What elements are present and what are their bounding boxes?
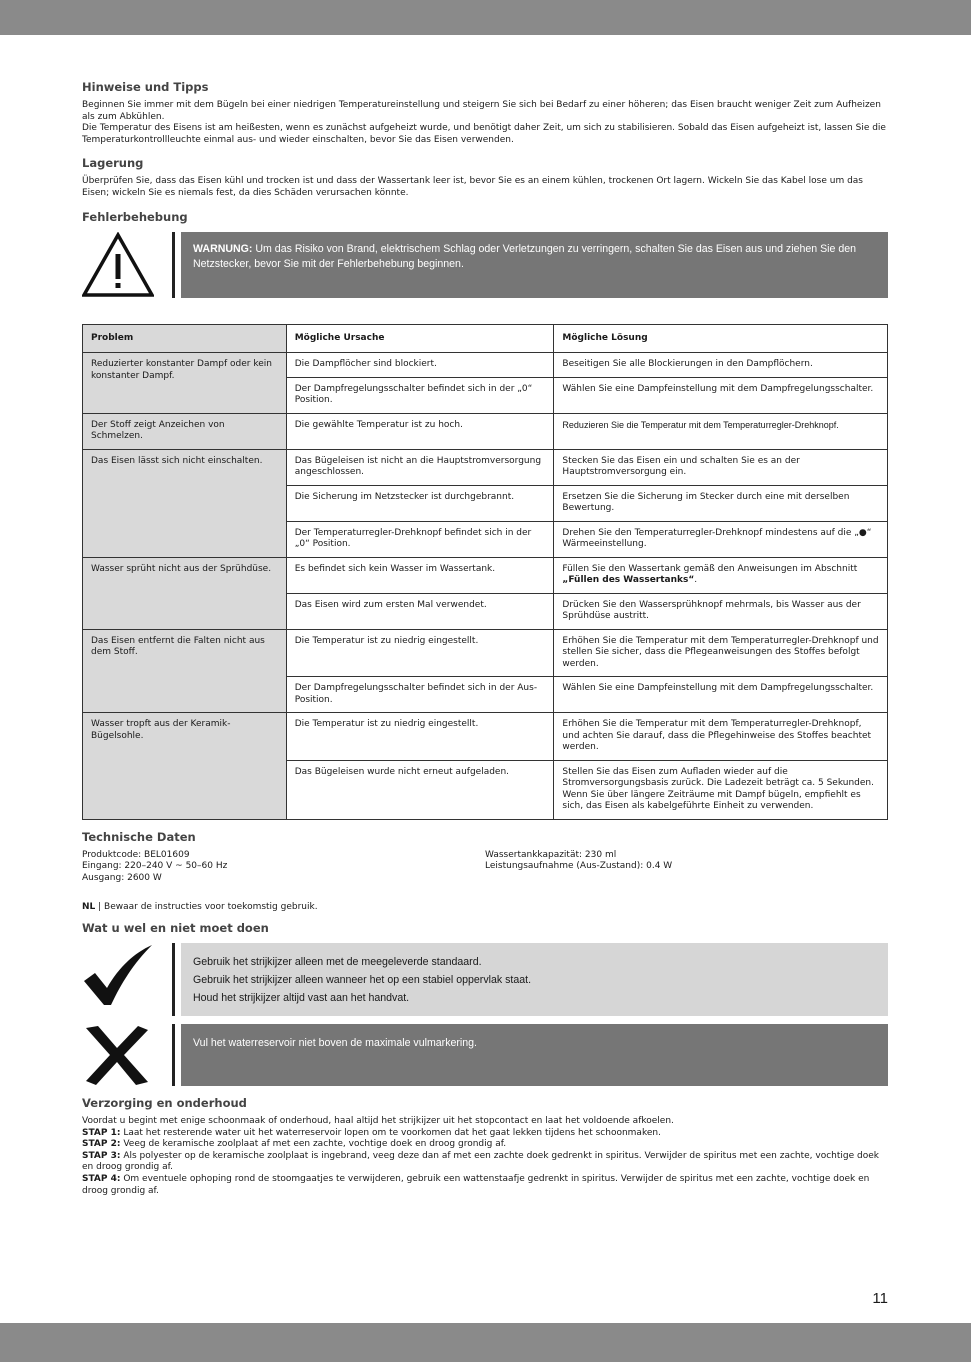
step-text: Laat het resterende water uit het waterreservoir lopen om te voorkomen dat het gaat lekken tijdens het schoonmaken. [120, 1127, 661, 1138]
heading-technische-daten: Technische Daten [82, 829, 196, 844]
donts-divider [172, 1024, 175, 1086]
dos-row [82, 943, 888, 1016]
dont-item: Vul het waterreservoir niet boven de maximale vulmarkering. [193, 1036, 477, 1049]
table-row [83, 629, 888, 677]
nl-intro-text: | Bewaar de instructies voor toekomstig gebruik. [95, 902, 318, 913]
spec-wassertank: Wassertankkapazität: 230 ml [485, 849, 617, 860]
step-label: STAP 1: [82, 1127, 121, 1138]
care-step-3 [82, 1151, 888, 1174]
solution-cell: Erhöhen Sie die Temperatur mit dem Temperaturregler-Drehknopf, und achten Sie darauf, dass die Pflegehinweise des Stoffes beachtet werden. [554, 713, 888, 761]
table-row [83, 413, 888, 449]
step-label: STAP 3: [82, 1150, 121, 1161]
heading-dos-donts: Wat u wel en niet moet doen [82, 920, 269, 935]
care-step-4 [82, 1174, 888, 1197]
spec-eingang: Eingang: 220–240 V ~ 50–60 Hz [82, 861, 228, 872]
table-row [83, 557, 888, 593]
do-item: Gebruik het strijkijzer alleen met de meegeleverde standaard. [193, 955, 482, 968]
section-hinweise [82, 80, 888, 146]
solution-cell: Reduzieren Sie die Temperatur mit dem Temperaturregler-Drehknopf. [554, 413, 888, 449]
solution-cell: Stellen Sie das Eisen zum Aufladen wieder auf die Stromversorgungsbasis zurück. Die Ladezeit beträgt ca. 5 Sekunden. Wenn Sie über längere Zeiträume mit Dampf bügeln, empfiehlt es sich, das Eisen als kabelgeführte Einheit zu verwenden. [554, 760, 888, 819]
cause-cell: Der Dampfregelungsschalter befindet sich in der „0“ Position. [286, 377, 554, 413]
step-label: STAP 2: [82, 1139, 121, 1150]
section-technische-daten [82, 830, 888, 885]
problem-cell: Reduzierter konstanter Dampf oder kein konstanter Dampf. [83, 353, 287, 414]
problem-cell: Das Eisen entfernt die Falten nicht aus dem Stoff. [83, 629, 287, 713]
heading-hinweise: Hinweise und Tipps [82, 80, 209, 94]
spec-leistung: Leistungsaufnahme (Aus-Zustand): 0.4 W [485, 861, 673, 872]
tech-col-left [82, 850, 485, 885]
problem-cell: Der Stoff zeigt Anzeichen von Schmelzen. [83, 413, 287, 449]
cause-cell: Die Dampflöcher sind blockiert. [286, 353, 554, 378]
tech-specs [82, 850, 888, 885]
solution-cell: Wählen Sie eine Dampfeinstellung mit dem Dampfregelungsschalter. [554, 377, 888, 413]
solution-cell: Drücken Sie den Wassersprühknopf mehrmals, bis Wasser aus der Sprühdüse austritt. [554, 593, 888, 629]
header-ursache: Mögliche Ursache [286, 324, 554, 353]
donts-box [181, 1024, 888, 1086]
nl-code: NL [82, 902, 96, 913]
care-intro: Voordat u begint met enige schoonmaak of onderhoud, haal altijd het strijkijzer uit het stopcontact en laat het voldoende afkoelen. [82, 1115, 674, 1126]
warning-triangle-icon [82, 232, 172, 298]
solution-cell: Stecken Sie das Eisen ein und schalten Sie es an der Hauptstromversorgung ein. [554, 449, 888, 485]
warning-text: Um das Risiko von Brand, elektrischem Schlag oder Verletzungen zu verringern, schalten Sie das Eisen aus und ziehen Sie den Netzstecker, bevor Sie mit der Fehlerbehebung beginnen. [193, 242, 857, 270]
table-row [83, 449, 888, 485]
troubleshooting-table [82, 324, 888, 820]
warning-row [82, 232, 888, 298]
heading-lagerung: Lagerung [82, 156, 144, 171]
cause-cell: Das Bügeleisen ist nicht an die Hauptstromversorgung angeschlossen. [286, 449, 554, 485]
step-text: Als polyester op de keramische zoolplaat is ingebrand, veeg deze dan af met een zachte doek gedrenkt in spiritus. Verwijder de spiritus met een zachte, vochtige doek en droog grondig af. [82, 1150, 879, 1173]
cause-cell: Es befindet sich kein Wasser im Wassertank. [286, 557, 554, 593]
problem-cell: Wasser tropft aus der Keramik-Bügelsohle. [83, 713, 287, 820]
solution-cell [554, 557, 888, 593]
problem-cell: Wasser sprüht nicht aus der Sprühdüse. [83, 557, 287, 629]
page-number: 11 [872, 1290, 888, 1307]
heading-verzorging: Verzorging en onderhoud [82, 1095, 247, 1110]
bottom-bar [0, 1323, 971, 1362]
cause-cell: Der Temperaturregler-Drehknopf befindet sich in der „0“ Position. [286, 521, 554, 557]
care-step-1 [82, 1128, 888, 1140]
solution-link-text: „Füllen des Wassertanks“ [562, 575, 695, 586]
dos-divider [172, 943, 175, 1016]
cause-cell: Der Dampfregelungsschalter befindet sich in der Aus-Position. [286, 677, 554, 713]
cause-cell: Die Sicherung im Netzstecker ist durchgebrannt. [286, 485, 554, 521]
spec-produktcode: Produktcode: BEL01609 [82, 849, 190, 860]
solution-text-end: . [694, 575, 698, 586]
table-header-row [83, 324, 888, 353]
donts-row [82, 1024, 888, 1086]
cause-cell: Die Temperatur ist zu niedrig eingestellt. [286, 713, 554, 761]
header-loesung: Mögliche Lösung [554, 324, 888, 353]
section-lagerung [82, 156, 888, 199]
header-problem: Problem [83, 324, 287, 353]
solution-cell: Erhöhen Sie die Temperatur mit dem Temperaturregler-Drehknopf und stellen Sie sicher, dass die Pflegeanweisungen des Stoffes befolgt werden. [554, 629, 888, 677]
solution-cell: Drehen Sie den Temperaturregler-Drehknopf mindestens auf die „●“ Wärmeeinstellung. [554, 521, 888, 557]
lagerung-p1: Überprüfen Sie, dass das Eisen kühl und trocken ist und dass der Wassertank leer ist, bevor Sie es an einem kühlen, trockenen Ort lagern. Wickeln Sie das Kabel lose um das Eisen; wickeln Sie es niemals fest, da dies Schäden verursachen könnte. [82, 176, 863, 198]
do-item: Houd het strijkijzer altijd vast aan het handvat. [193, 991, 410, 1004]
cause-cell: Das Bügeleisen wurde nicht erneut aufgeladen. [286, 760, 554, 819]
cause-cell: Das Eisen wird zum ersten Mal verwendet. [286, 593, 554, 629]
table-row [83, 713, 888, 761]
section-nl [82, 902, 888, 1197]
step-label: STAP 4: [82, 1173, 121, 1184]
cause-cell: Die Temperatur ist zu niedrig eingestellt. [286, 629, 554, 677]
care-step-2 [82, 1139, 888, 1151]
page-content [82, 80, 888, 1197]
top-bar [0, 0, 971, 35]
step-text: Veeg de keramische zoolplaat af met een zachte, vochtige doek en droog grondig af. [120, 1139, 507, 1150]
tech-col-right [485, 850, 888, 885]
warning-label: WARNUNG: [193, 242, 253, 255]
hinweise-p2: Die Temperatur des Eisens ist am heißesten, wenn es zunächst aufgeheizt wurde, und benötigt daher Zeit, um sich zu stabilisieren. Sobald das Eisen aufgeheizt ist, lassen Sie die Temperaturkontrollleuchte einmal aus- und wieder einschalten, bevor Sie das Eisen verwenden. [82, 123, 886, 145]
table-row [83, 353, 888, 378]
checkmark-icon [82, 943, 172, 1016]
spec-ausgang: Ausgang: 2600 W [82, 872, 162, 883]
warning-divider [172, 232, 175, 298]
heading-fehlerbehebung: Fehlerbehebung [82, 209, 188, 224]
dos-box [181, 943, 888, 1016]
step-text: Om eventuele ophoping rond de stoomgaatjes te verwijderen, gebruik een wattenstaafje gedrenkt in spiritus. Verwijder de spiritus met een zachte, vochtige doek en droog grondig af. [82, 1173, 870, 1196]
solution-cell: Ersetzen Sie die Sicherung im Stecker durch eine mit derselben Bewertung. [554, 485, 888, 521]
warning-box [181, 232, 888, 298]
cause-cell: Die gewählte Temperatur ist zu hoch. [286, 413, 554, 449]
solution-cell: Beseitigen Sie alle Blockierungen in den Dampflöchern. [554, 353, 888, 378]
nl-intro [82, 902, 888, 914]
hinweise-p1: Beginnen Sie immer mit dem Bügeln bei einer niedrigen Temperatureinstellung und steigern Sie sich bei Bedarf zu einer höheren; das Eisen braucht weniger Zeit zum Aufheizen als zum Abkühlen. [82, 100, 881, 122]
solution-cell: Wählen Sie eine Dampfeinstellung mit dem Dampfregelungsschalter. [554, 677, 888, 713]
do-item: Gebruik het strijkijzer alleen wanneer het op een stabiel oppervlak staat. [193, 973, 532, 986]
solution-text: Füllen Sie den Wassertank gemäß den Anweisungen im Abschnitt [562, 563, 858, 574]
section-fehlerbehebung [82, 210, 888, 298]
problem-cell: Das Eisen lässt sich nicht einschalten. [83, 449, 287, 557]
cross-icon [82, 1024, 172, 1086]
